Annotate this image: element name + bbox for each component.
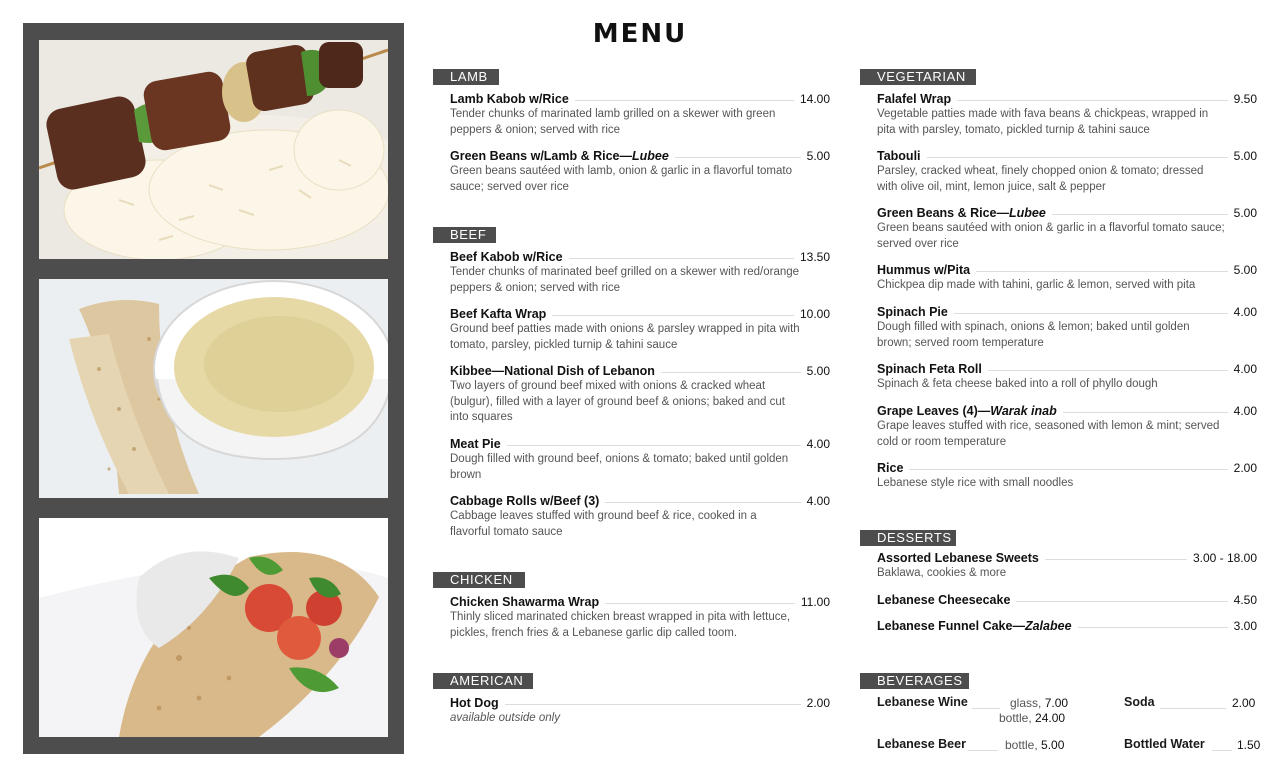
item-price: 4.00: [806, 437, 830, 451]
item-name: Assorted Lebanese Sweets: [877, 551, 1039, 565]
item-price: 5.00: [1233, 206, 1257, 220]
item-description: Lebanese style rice with small noodles: [877, 477, 1074, 489]
item-description: Parsley, cracked wheat, finely chopped onion & tomato; dressed with olive oil, mint, lemon juice, salt & pepper: [877, 165, 1204, 193]
item-price: 4.00: [1233, 404, 1257, 418]
menu-item: [877, 404, 1257, 450]
item-description: available outside only: [450, 712, 560, 724]
item-description: Tender chunks of marinated beef grilled on a skewer with red/orange peppers & onion; served with rice: [450, 266, 800, 294]
shawarma-wrap-photo: [39, 518, 388, 737]
item-name: Kibbee—National Dish of Lebanon: [450, 364, 655, 378]
item-name: Beef Kafta Wrap: [450, 307, 547, 321]
item-price: 4.50: [1233, 593, 1257, 607]
item-name: Spinach Pie: [877, 305, 948, 319]
section-header-desserts: DESSERTS: [860, 530, 956, 546]
menu-item: [877, 362, 1257, 393]
bev-beer-name: Lebanese Beer: [877, 737, 966, 751]
menu-item: [877, 92, 1257, 138]
item-price: 14.00: [799, 92, 830, 106]
menu-item: [450, 364, 830, 426]
section-header-beverages: BEVERAGES: [860, 673, 969, 689]
menu-item: [877, 619, 1257, 633]
page-title: MENU: [592, 19, 688, 49]
item-name: Cabbage Rolls w/Beef (3): [450, 494, 600, 508]
photo-panel: [23, 23, 404, 754]
menu-item: [877, 305, 1257, 351]
menu-item: [450, 696, 830, 727]
item-price: 3.00 - 18.00: [1192, 551, 1257, 565]
section-header-american: AMERICAN: [433, 673, 533, 689]
menu-item: [877, 206, 1257, 252]
item-name: Lebanese Funnel Cake—Zalabee: [877, 619, 1072, 633]
item-name: Rice: [877, 461, 904, 475]
item-price: 5.00: [806, 364, 830, 378]
item-description: Vegetable patties made with fava beans & chickpeas, wrapped in pita with parsley, tomato, pickled turnip & tahini sauce: [877, 108, 1209, 136]
item-description: Baklawa, cookies & more: [877, 567, 1007, 579]
item-description: Spinach & feta cheese baked into a roll of phyllo dough: [877, 378, 1158, 390]
menu-item: [877, 263, 1257, 294]
item-price: 4.00: [1233, 362, 1257, 376]
item-description: Green beans sautéed with lamb, onion & garlic in a flavorful tomato sauce; served over rice: [450, 165, 792, 193]
bev-water-name: Bottled Water: [1124, 737, 1205, 751]
menu-item: [450, 595, 830, 641]
item-name: Falafel Wrap: [877, 92, 952, 106]
item-name: Spinach Feta Roll: [877, 362, 982, 376]
item-name: Green Beans & Rice—Lubee: [877, 206, 1046, 220]
item-price: 4.00: [1233, 305, 1257, 319]
item-name: Hot Dog: [450, 696, 499, 710]
item-price: 4.00: [806, 494, 830, 508]
bev-soda-name: Soda: [1124, 695, 1155, 709]
menu-item: [877, 149, 1257, 195]
item-description: Dough filled with spinach, onions & lemon; baked until golden brown; served room temperature: [877, 321, 1190, 349]
section-header-chicken: CHICKEN: [433, 572, 525, 588]
section-header-lamb: LAMB: [433, 69, 499, 85]
item-price: 5.00: [1233, 149, 1257, 163]
item-name: Meat Pie: [450, 437, 501, 451]
hummus-pita-photo: [39, 279, 388, 498]
item-description: Green beans sautéed with onion & garlic in a flavorful tomato sauce; served over rice: [877, 222, 1225, 250]
bev-soda-price: 2.00: [1232, 696, 1256, 710]
item-price: 5.00: [806, 149, 830, 163]
menu-item: [877, 593, 1257, 607]
bev-wine-name: Lebanese Wine: [877, 695, 968, 709]
lamb-kabob-photo: [39, 40, 388, 259]
item-description: Two layers of ground beef mixed with onions & cracked wheat (bulgur), filled with a layer of ground beef & onions; baked and cut into squares: [450, 380, 785, 423]
item-name: Chicken Shawarma Wrap: [450, 595, 600, 609]
item-name: Tabouli: [877, 149, 921, 163]
menu-item: [877, 461, 1257, 492]
item-description: Grape leaves stuffed with rice, seasoned with lemon & mint; served cold or room temperature: [877, 420, 1220, 448]
bev-beer-bottle: bottle, 5.00: [1005, 738, 1065, 752]
menu-item: [450, 92, 830, 138]
item-name: Lamb Kabob w/Rice: [450, 92, 569, 106]
menu-item: [450, 437, 830, 483]
item-name: Green Beans w/Lamb & Rice—Lubee: [450, 149, 669, 163]
item-price: 11.00: [800, 595, 830, 609]
menu-item: [450, 149, 830, 195]
item-description: Ground beef patties made with onions & parsley wrapped in pita with tomato, parsley, pickled turnip & tahini sauce: [450, 323, 800, 351]
item-description: Tender chunks of marinated lamb grilled on a skewer with green peppers & onion; served with rice: [450, 108, 776, 136]
item-name: Grape Leaves (4)—Warak inab: [877, 404, 1057, 418]
menu-item: [450, 250, 830, 296]
item-name: Beef Kabob w/Rice: [450, 250, 563, 264]
menu-item: [877, 551, 1257, 582]
item-price: 13.50: [799, 250, 830, 264]
bev-wine-glass: glass, 7.00: [1010, 696, 1069, 710]
bev-water-price: 1.50: [1237, 738, 1261, 752]
item-price: 2.00: [806, 696, 830, 710]
item-price: 9.50: [1233, 92, 1257, 106]
bev-wine-bottle: bottle, 24.00: [999, 711, 1066, 725]
item-description: Thinly sliced marinated chicken breast wrapped in pita with lettuce, pickles, french fries & a Lebanese garlic dip called toom.: [450, 611, 791, 639]
section-header-vegetarian: VEGETARIAN: [860, 69, 976, 85]
section-header-beef: BEEF: [433, 227, 496, 243]
item-price: 2.00: [1233, 461, 1257, 475]
menu-item: [450, 494, 830, 540]
item-description: Chickpea dip made with tahini, garlic & lemon, served with pita: [877, 279, 1196, 291]
item-price: 10.00: [799, 307, 830, 321]
item-price: 3.00: [1233, 619, 1257, 633]
item-description: Dough filled with ground beef, onions & tomato; baked until golden brown: [450, 453, 789, 481]
item-description: Cabbage leaves stuffed with ground beef & rice, cooked in a flavorful tomato sauce: [450, 510, 757, 538]
menu-item: [450, 307, 830, 353]
item-price: 5.00: [1233, 263, 1257, 277]
item-name: Hummus w/Pita: [877, 263, 971, 277]
item-name: Lebanese Cheesecake: [877, 593, 1011, 607]
